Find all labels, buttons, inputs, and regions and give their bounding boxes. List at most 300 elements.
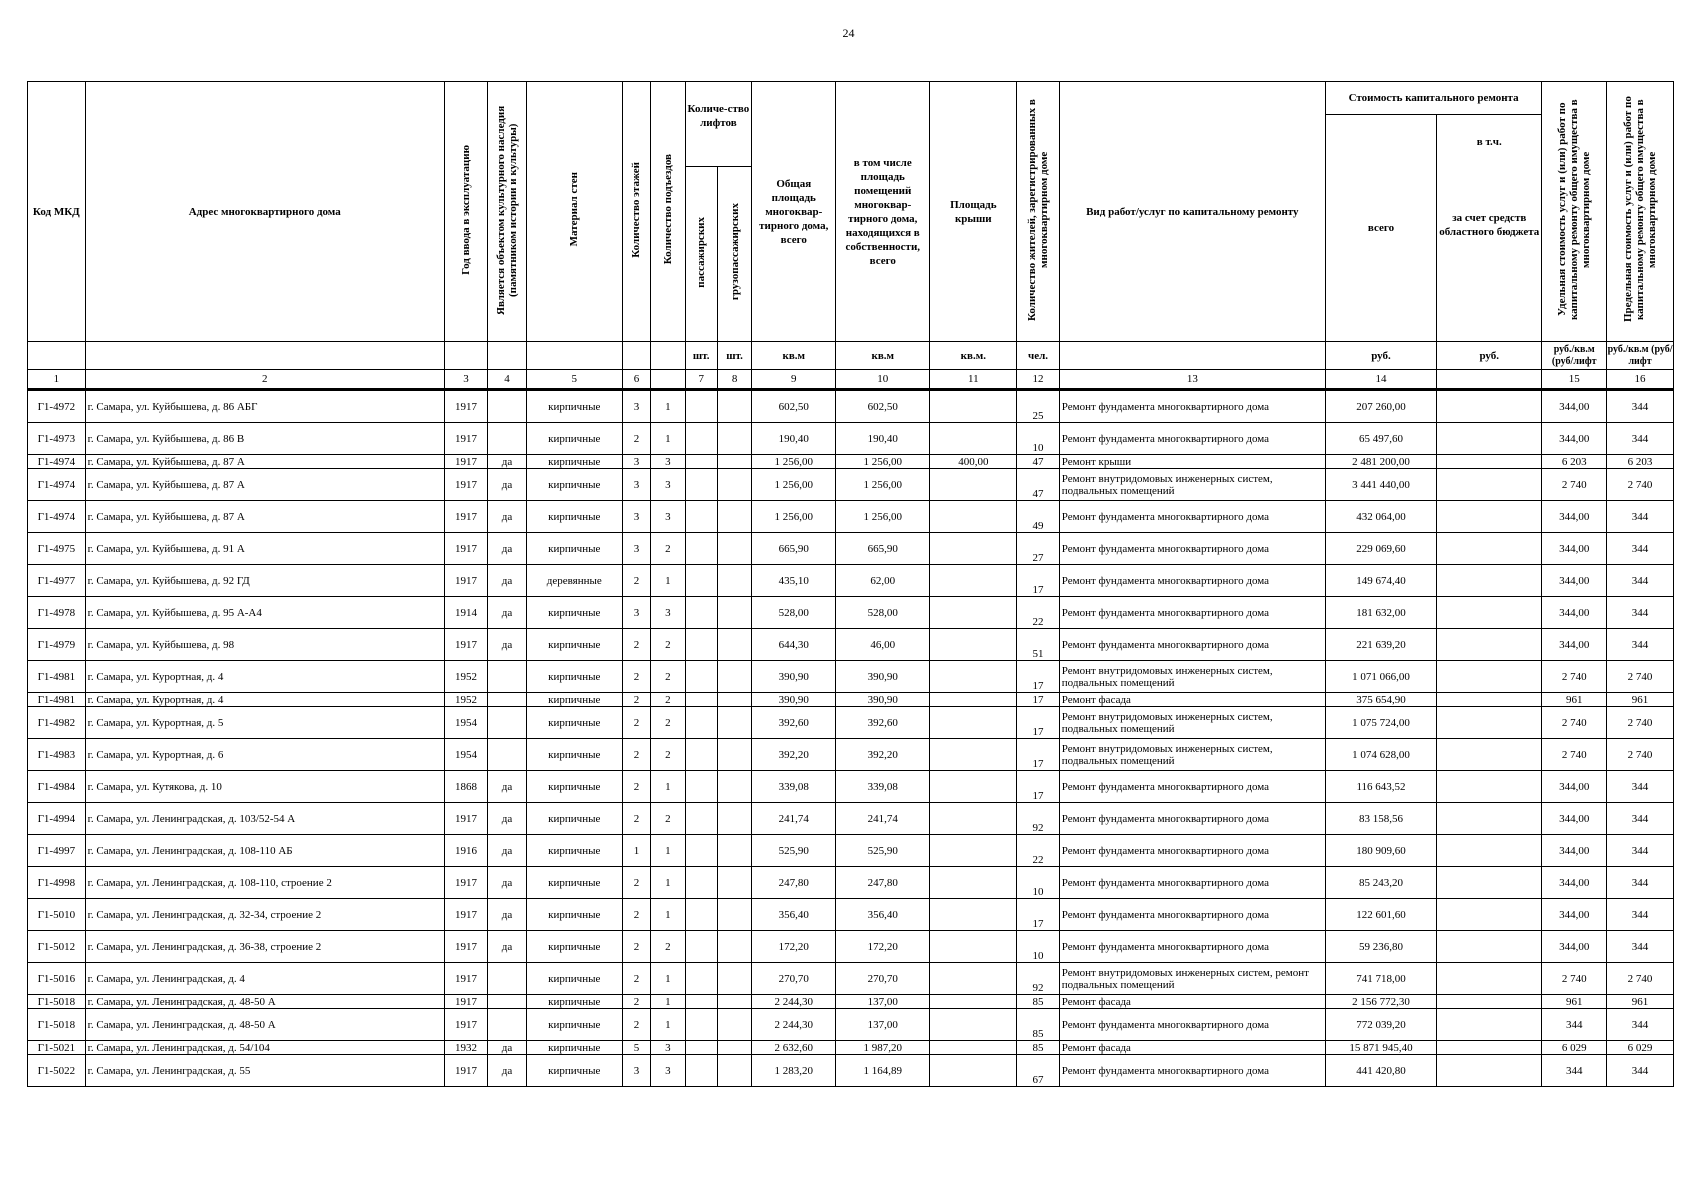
cell-address: г. Самара, ул. Курортная, д. 4 xyxy=(85,661,444,693)
table-row xyxy=(28,693,1674,707)
cell-floors: 3 xyxy=(622,469,650,501)
cell-limit-cost: 344 xyxy=(1607,533,1674,565)
header-address: Адрес многоквартирного дома xyxy=(85,82,444,342)
header-owned-area: в том числе площадь помещений многоквар-тирного дома, находящихся в собственности, всего xyxy=(836,82,930,342)
table-row xyxy=(28,455,1674,469)
cell-cost-total: 1 075 724,00 xyxy=(1325,707,1436,739)
cell-owned-area: 190,40 xyxy=(836,423,930,455)
cell-material: кирпичные xyxy=(526,963,622,995)
column-number xyxy=(651,370,685,390)
cell-work-type: Ремонт внутридомовых инженерных систем, подвальных помещений xyxy=(1059,707,1325,739)
cell-year: 1916 xyxy=(444,835,488,867)
unit-work-type xyxy=(1059,342,1325,370)
cell-work-type: Ремонт фундамента многоквартирного дома xyxy=(1059,1009,1325,1041)
cell-code: Г1-4972 xyxy=(28,390,86,423)
cell-year: 1954 xyxy=(444,707,488,739)
cell-limit-cost: 344 xyxy=(1607,771,1674,803)
cell-address: г. Самара, ул. Ленинградская, д. 48-50 А xyxy=(85,995,444,1009)
cell-roof-area xyxy=(930,835,1017,867)
cell-floors: 2 xyxy=(622,771,650,803)
unit-roof-area: кв.м. xyxy=(930,342,1017,370)
cell-owned-area: 270,70 xyxy=(836,963,930,995)
cell-roof-area xyxy=(930,1041,1017,1055)
cell-cost-regional xyxy=(1437,931,1542,963)
cell-lifts-freight xyxy=(717,835,751,867)
cell-entrances: 2 xyxy=(651,629,685,661)
cell-address: г. Самара, ул. Ленинградская, д. 4 xyxy=(85,963,444,995)
cell-work-type: Ремонт фундамента многоквартирного дома xyxy=(1059,533,1325,565)
cell-cost-regional xyxy=(1437,501,1542,533)
cell-code: Г1-4979 xyxy=(28,629,86,661)
cell-cost-total: 85 243,20 xyxy=(1325,867,1436,899)
cell-lifts-freight xyxy=(717,771,751,803)
header-limit-cost: Предельная стоимость услуг и (или) работ по капитальному ремонту общего имущества в многоквартирном доме xyxy=(1607,82,1674,342)
cell-residents: 85 xyxy=(1017,1009,1059,1041)
cell-residents: 17 xyxy=(1017,739,1059,771)
cell-material: кирпичные xyxy=(526,597,622,629)
cell-owned-area: 1 256,00 xyxy=(836,455,930,469)
cell-roof-area xyxy=(930,995,1017,1009)
cell-cost-regional xyxy=(1437,390,1542,423)
cell-limit-cost: 344 xyxy=(1607,1009,1674,1041)
cell-limit-cost: 2 740 xyxy=(1607,739,1674,771)
cell-cost-total: 772 039,20 xyxy=(1325,1009,1436,1041)
unit-owned-area: кв.м xyxy=(836,342,930,370)
cell-code: Г1-4978 xyxy=(28,597,86,629)
cell-year: 1914 xyxy=(444,597,488,629)
cell-code: Г1-4997 xyxy=(28,835,86,867)
cell-heritage: да xyxy=(488,803,526,835)
cell-total-area: 339,08 xyxy=(752,771,836,803)
cell-lifts-freight xyxy=(717,739,751,771)
unit-year xyxy=(444,342,488,370)
cell-heritage xyxy=(488,661,526,693)
header-unit-cost: Удельная стоимость услуг и (или) работ по капитальному ремонту общего имущества в многоквартирном доме xyxy=(1542,82,1607,342)
cell-lifts-passenger xyxy=(685,867,717,899)
cell-unit-cost: 2 740 xyxy=(1542,661,1607,693)
cell-address: г. Самара, ул. Ленинградская, д. 36-38, строение 2 xyxy=(85,931,444,963)
cell-lifts-freight xyxy=(717,867,751,899)
cell-material: кирпичные xyxy=(526,629,622,661)
cell-cost-total: 181 632,00 xyxy=(1325,597,1436,629)
cell-code: Г1-4973 xyxy=(28,423,86,455)
cell-year: 1917 xyxy=(444,501,488,533)
cell-cost-regional xyxy=(1437,739,1542,771)
cell-total-area: 241,74 xyxy=(752,803,836,835)
cell-lifts-passenger xyxy=(685,469,717,501)
cell-total-area: 1 256,00 xyxy=(752,455,836,469)
cell-total-area: 392,60 xyxy=(752,707,836,739)
cell-year: 1952 xyxy=(444,661,488,693)
cell-entrances: 1 xyxy=(651,963,685,995)
cell-lifts-passenger xyxy=(685,1009,717,1041)
cell-unit-cost: 961 xyxy=(1542,995,1607,1009)
cell-lifts-passenger xyxy=(685,661,717,693)
column-number: 1 xyxy=(28,370,86,390)
cell-unit-cost: 344,00 xyxy=(1542,899,1607,931)
cell-residents: 10 xyxy=(1017,867,1059,899)
cell-residents: 47 xyxy=(1017,455,1059,469)
cell-material: кирпичные xyxy=(526,1009,622,1041)
cell-lifts-freight xyxy=(717,501,751,533)
table-row xyxy=(28,771,1674,803)
table-row xyxy=(28,803,1674,835)
cell-owned-area: 528,00 xyxy=(836,597,930,629)
column-number: 15 xyxy=(1542,370,1607,390)
cell-limit-cost: 961 xyxy=(1607,693,1674,707)
cell-entrances: 3 xyxy=(651,1055,685,1087)
cell-code: Г1-5018 xyxy=(28,995,86,1009)
table-row xyxy=(28,423,1674,455)
column-number: 2 xyxy=(85,370,444,390)
cell-lifts-passenger xyxy=(685,995,717,1009)
cell-cost-total: 2 156 772,30 xyxy=(1325,995,1436,1009)
cell-owned-area: 62,00 xyxy=(836,565,930,597)
cell-owned-area: 1 256,00 xyxy=(836,501,930,533)
cell-roof-area xyxy=(930,661,1017,693)
unit-lifts-freight: шт. xyxy=(717,342,751,370)
cell-owned-area: 602,50 xyxy=(836,390,930,423)
header-cost-regional xyxy=(1437,115,1542,342)
cell-work-type: Ремонт фасада xyxy=(1059,995,1325,1009)
cell-cost-regional xyxy=(1437,867,1542,899)
cell-material: кирпичные xyxy=(526,423,622,455)
cell-material: деревянные xyxy=(526,565,622,597)
cell-heritage: да xyxy=(488,597,526,629)
cell-owned-area: 1 987,20 xyxy=(836,1041,930,1055)
column-number: 5 xyxy=(526,370,622,390)
cell-heritage: да xyxy=(488,931,526,963)
cell-heritage xyxy=(488,423,526,455)
cell-floors: 2 xyxy=(622,931,650,963)
cell-roof-area xyxy=(930,423,1017,455)
cell-work-type: Ремонт фундамента многоквартирного дома xyxy=(1059,771,1325,803)
cell-lifts-passenger xyxy=(685,1055,717,1087)
cell-cost-total: 2 481 200,00 xyxy=(1325,455,1436,469)
cell-year: 1917 xyxy=(444,867,488,899)
cell-cost-regional xyxy=(1437,771,1542,803)
cell-entrances: 2 xyxy=(651,661,685,693)
cell-unit-cost: 344,00 xyxy=(1542,867,1607,899)
cell-lifts-freight xyxy=(717,707,751,739)
cell-cost-regional xyxy=(1437,963,1542,995)
unit-limit-cost: руб./кв.м (руб/лифт xyxy=(1607,342,1674,370)
cell-entrances: 2 xyxy=(651,533,685,565)
cell-cost-total: 221 639,20 xyxy=(1325,629,1436,661)
cell-work-type: Ремонт фундамента многоквартирного дома xyxy=(1059,867,1325,899)
cell-material: кирпичные xyxy=(526,867,622,899)
cell-address: г. Самара, ул. Куйбышева, д. 87 А xyxy=(85,455,444,469)
cell-entrances: 2 xyxy=(651,739,685,771)
cell-residents: 22 xyxy=(1017,597,1059,629)
cell-cost-total: 180 909,60 xyxy=(1325,835,1436,867)
cell-address: г. Самара, ул. Ленинградская, д. 103/52-54 А xyxy=(85,803,444,835)
cell-lifts-passenger xyxy=(685,963,717,995)
cell-entrances: 1 xyxy=(651,995,685,1009)
cell-owned-area: 390,90 xyxy=(836,661,930,693)
cell-total-area: 270,70 xyxy=(752,963,836,995)
cell-floors: 2 xyxy=(622,963,650,995)
cell-limit-cost: 344 xyxy=(1607,501,1674,533)
cell-residents: 92 xyxy=(1017,803,1059,835)
cell-roof-area xyxy=(930,565,1017,597)
cell-limit-cost: 6 203 xyxy=(1607,455,1674,469)
cell-material: кирпичные xyxy=(526,693,622,707)
cell-total-area: 390,90 xyxy=(752,693,836,707)
cell-address: г. Самара, ул. Ленинградская, д. 54/104 xyxy=(85,1041,444,1055)
cell-lifts-passenger xyxy=(685,533,717,565)
cell-cost-regional xyxy=(1437,597,1542,629)
capital-repair-table xyxy=(27,81,1674,1087)
cell-entrances: 3 xyxy=(651,1041,685,1055)
cell-entrances: 1 xyxy=(651,899,685,931)
header-floors: Количество этажей xyxy=(622,82,650,342)
cell-floors: 2 xyxy=(622,1009,650,1041)
cell-unit-cost: 344,00 xyxy=(1542,423,1607,455)
cell-unit-cost: 344 xyxy=(1542,1055,1607,1087)
cell-entrances: 2 xyxy=(651,803,685,835)
cell-lifts-passenger xyxy=(685,707,717,739)
cell-year: 1917 xyxy=(444,899,488,931)
cell-owned-area: 137,00 xyxy=(836,1009,930,1041)
cell-material: кирпичные xyxy=(526,501,622,533)
table-row xyxy=(28,629,1674,661)
cell-heritage: да xyxy=(488,533,526,565)
cell-work-type: Ремонт фундамента многоквартирного дома xyxy=(1059,899,1325,931)
cell-roof-area xyxy=(930,1055,1017,1087)
table-row xyxy=(28,1041,1674,1055)
cell-cost-regional xyxy=(1437,899,1542,931)
cell-floors: 2 xyxy=(622,629,650,661)
cell-code: Г1-4982 xyxy=(28,707,86,739)
cell-roof-area xyxy=(930,501,1017,533)
cell-limit-cost: 2 740 xyxy=(1607,661,1674,693)
cell-roof-area xyxy=(930,693,1017,707)
table-row xyxy=(28,899,1674,931)
cell-roof-area xyxy=(930,1009,1017,1041)
cell-residents: 92 xyxy=(1017,963,1059,995)
cell-material: кирпичные xyxy=(526,771,622,803)
cell-owned-area: 392,20 xyxy=(836,739,930,771)
cell-residents: 27 xyxy=(1017,533,1059,565)
cell-unit-cost: 344,00 xyxy=(1542,565,1607,597)
cell-address: г. Самара, ул. Куйбышева, д. 92 ГД xyxy=(85,565,444,597)
cell-owned-area: 172,20 xyxy=(836,931,930,963)
cell-cost-regional xyxy=(1437,565,1542,597)
cell-residents: 22 xyxy=(1017,835,1059,867)
cell-limit-cost: 344 xyxy=(1607,835,1674,867)
cell-entrances: 1 xyxy=(651,835,685,867)
unit-unit-cost: руб./кв.м (руб/лифт xyxy=(1542,342,1607,370)
cell-total-area: 528,00 xyxy=(752,597,836,629)
unit-total-area: кв.м xyxy=(752,342,836,370)
column-number: 14 xyxy=(1325,370,1436,390)
unit-code xyxy=(28,342,86,370)
table-row xyxy=(28,867,1674,899)
cell-code: Г1-5018 xyxy=(28,1009,86,1041)
cell-cost-regional xyxy=(1437,707,1542,739)
cell-owned-area: 356,40 xyxy=(836,899,930,931)
header-entrances: Количество подъездов xyxy=(651,82,685,342)
cell-work-type: Ремонт фундамента многоквартирного дома xyxy=(1059,597,1325,629)
cell-floors: 3 xyxy=(622,390,650,423)
cell-total-area: 2 244,30 xyxy=(752,1009,836,1041)
cell-limit-cost: 344 xyxy=(1607,565,1674,597)
cell-work-type: Ремонт фундамента многоквартирного дома xyxy=(1059,835,1325,867)
cell-cost-total: 1 071 066,00 xyxy=(1325,661,1436,693)
cell-lifts-passenger xyxy=(685,803,717,835)
unit-material xyxy=(526,342,622,370)
cell-entrances: 1 xyxy=(651,1009,685,1041)
cell-cost-regional xyxy=(1437,803,1542,835)
column-numbers-row xyxy=(28,370,1674,390)
cell-lifts-freight xyxy=(717,455,751,469)
cell-lifts-freight xyxy=(717,469,751,501)
cell-residents: 17 xyxy=(1017,899,1059,931)
cell-total-area: 190,40 xyxy=(752,423,836,455)
cell-total-area: 1 283,20 xyxy=(752,1055,836,1087)
unit-residents: чел. xyxy=(1017,342,1059,370)
cell-address: г. Самара, ул. Куйбышева, д. 91 А xyxy=(85,533,444,565)
cell-lifts-freight xyxy=(717,661,751,693)
cell-lifts-freight xyxy=(717,390,751,423)
cell-roof-area xyxy=(930,931,1017,963)
cell-cost-regional xyxy=(1437,533,1542,565)
cell-entrances: 1 xyxy=(651,771,685,803)
cell-address: г. Самара, ул. Курортная, д. 6 xyxy=(85,739,444,771)
cell-lifts-passenger xyxy=(685,1041,717,1055)
cell-code: Г1-4984 xyxy=(28,771,86,803)
cell-year: 1917 xyxy=(444,1009,488,1041)
cell-limit-cost: 6 029 xyxy=(1607,1041,1674,1055)
cell-heritage: да xyxy=(488,835,526,867)
cell-year: 1917 xyxy=(444,629,488,661)
cell-work-type: Ремонт фундамента многоквартирного дома xyxy=(1059,803,1325,835)
unit-entrances xyxy=(651,342,685,370)
cell-limit-cost: 2 740 xyxy=(1607,963,1674,995)
cell-address: г. Самара, ул. Ленинградская, д. 48-50 А xyxy=(85,1009,444,1041)
table-row xyxy=(28,963,1674,995)
cell-work-type: Ремонт внутридомовых инженерных систем, подвальных помещений xyxy=(1059,661,1325,693)
cell-material: кирпичные xyxy=(526,739,622,771)
cell-roof-area xyxy=(930,867,1017,899)
cell-limit-cost: 2 740 xyxy=(1607,469,1674,501)
cell-work-type: Ремонт фундамента многоквартирного дома xyxy=(1059,931,1325,963)
cell-work-type: Ремонт внутридомовых инженерных систем, ремонт подвальных помещений xyxy=(1059,963,1325,995)
cell-year: 1868 xyxy=(444,771,488,803)
cell-cost-total: 441 420,80 xyxy=(1325,1055,1436,1087)
cell-lifts-passenger xyxy=(685,771,717,803)
cell-cost-regional xyxy=(1437,661,1542,693)
cell-total-area: 2 632,60 xyxy=(752,1041,836,1055)
header-lifts-freight: грузопассажирских xyxy=(717,167,751,342)
cell-residents: 47 xyxy=(1017,469,1059,501)
cell-code: Г1-4975 xyxy=(28,533,86,565)
cell-code: Г1-5010 xyxy=(28,899,86,931)
cell-year: 1932 xyxy=(444,1041,488,1055)
cell-lifts-freight xyxy=(717,1041,751,1055)
cell-cost-total: 15 871 945,40 xyxy=(1325,1041,1436,1055)
cell-total-area: 392,20 xyxy=(752,739,836,771)
cell-floors: 2 xyxy=(622,739,650,771)
table-row xyxy=(28,1009,1674,1041)
cell-cost-regional xyxy=(1437,1009,1542,1041)
cell-material: кирпичные xyxy=(526,533,622,565)
cell-cost-regional xyxy=(1437,455,1542,469)
cell-floors: 2 xyxy=(622,565,650,597)
cell-entrances: 2 xyxy=(651,707,685,739)
cell-floors: 2 xyxy=(622,693,650,707)
cell-floors: 3 xyxy=(622,455,650,469)
cell-owned-area: 390,90 xyxy=(836,693,930,707)
cell-material: кирпичные xyxy=(526,899,622,931)
cell-unit-cost: 6 029 xyxy=(1542,1041,1607,1055)
cell-address: г. Самара, ул. Куйбышева, д. 86 АБГ xyxy=(85,390,444,423)
cell-address: г. Самара, ул. Куйбышева, д. 86 В xyxy=(85,423,444,455)
cell-owned-area: 137,00 xyxy=(836,995,930,1009)
cell-cost-regional xyxy=(1437,693,1542,707)
cell-owned-area: 46,00 xyxy=(836,629,930,661)
cell-total-area: 390,90 xyxy=(752,661,836,693)
cell-heritage: да xyxy=(488,469,526,501)
cell-work-type: Ремонт внутридомовых инженерных систем, подвальных помещений xyxy=(1059,739,1325,771)
cell-code: Г1-4981 xyxy=(28,693,86,707)
cell-owned-area: 525,90 xyxy=(836,835,930,867)
column-number: 4 xyxy=(488,370,526,390)
table-row xyxy=(28,597,1674,629)
cell-total-area: 435,10 xyxy=(752,565,836,597)
cell-cost-regional xyxy=(1437,629,1542,661)
cell-lifts-passenger xyxy=(685,835,717,867)
cell-address: г. Самара, ул. Куйбышева, д. 95 А-А4 xyxy=(85,597,444,629)
cell-material: кирпичные xyxy=(526,707,622,739)
cell-limit-cost: 344 xyxy=(1607,867,1674,899)
cell-total-area: 1 256,00 xyxy=(752,469,836,501)
cell-address: г. Самара, ул. Ленинградская, д. 108-110, строение 2 xyxy=(85,867,444,899)
cell-floors: 3 xyxy=(622,597,650,629)
table-row xyxy=(28,995,1674,1009)
cell-lifts-passenger xyxy=(685,565,717,597)
cell-residents: 17 xyxy=(1017,771,1059,803)
cell-floors: 2 xyxy=(622,423,650,455)
header-total-area: Общая площадь многоквар-тирного дома, всего xyxy=(752,82,836,342)
cell-lifts-freight xyxy=(717,1009,751,1041)
cell-floors: 2 xyxy=(622,995,650,1009)
cell-unit-cost: 344,00 xyxy=(1542,803,1607,835)
cell-owned-area: 1 164,89 xyxy=(836,1055,930,1087)
cell-code: Г1-4974 xyxy=(28,455,86,469)
cell-limit-cost: 344 xyxy=(1607,931,1674,963)
cell-residents: 67 xyxy=(1017,1055,1059,1087)
cell-lifts-freight xyxy=(717,693,751,707)
cell-code: Г1-4981 xyxy=(28,661,86,693)
cell-limit-cost: 344 xyxy=(1607,423,1674,455)
cell-floors: 3 xyxy=(622,1055,650,1087)
cell-year: 1917 xyxy=(444,995,488,1009)
cell-residents: 10 xyxy=(1017,423,1059,455)
cell-heritage: да xyxy=(488,867,526,899)
cell-heritage: да xyxy=(488,629,526,661)
cell-cost-regional xyxy=(1437,423,1542,455)
cell-unit-cost: 344,00 xyxy=(1542,501,1607,533)
cell-work-type: Ремонт фундамента многоквартирного дома xyxy=(1059,390,1325,423)
cell-heritage: да xyxy=(488,899,526,931)
cell-code: Г1-4994 xyxy=(28,803,86,835)
cell-limit-cost: 344 xyxy=(1607,899,1674,931)
cell-cost-total: 3 441 440,00 xyxy=(1325,469,1436,501)
cell-material: кирпичные xyxy=(526,1041,622,1055)
header-heritage: Является объектом культурного наследия (памятником истории и культуры) xyxy=(488,82,526,342)
